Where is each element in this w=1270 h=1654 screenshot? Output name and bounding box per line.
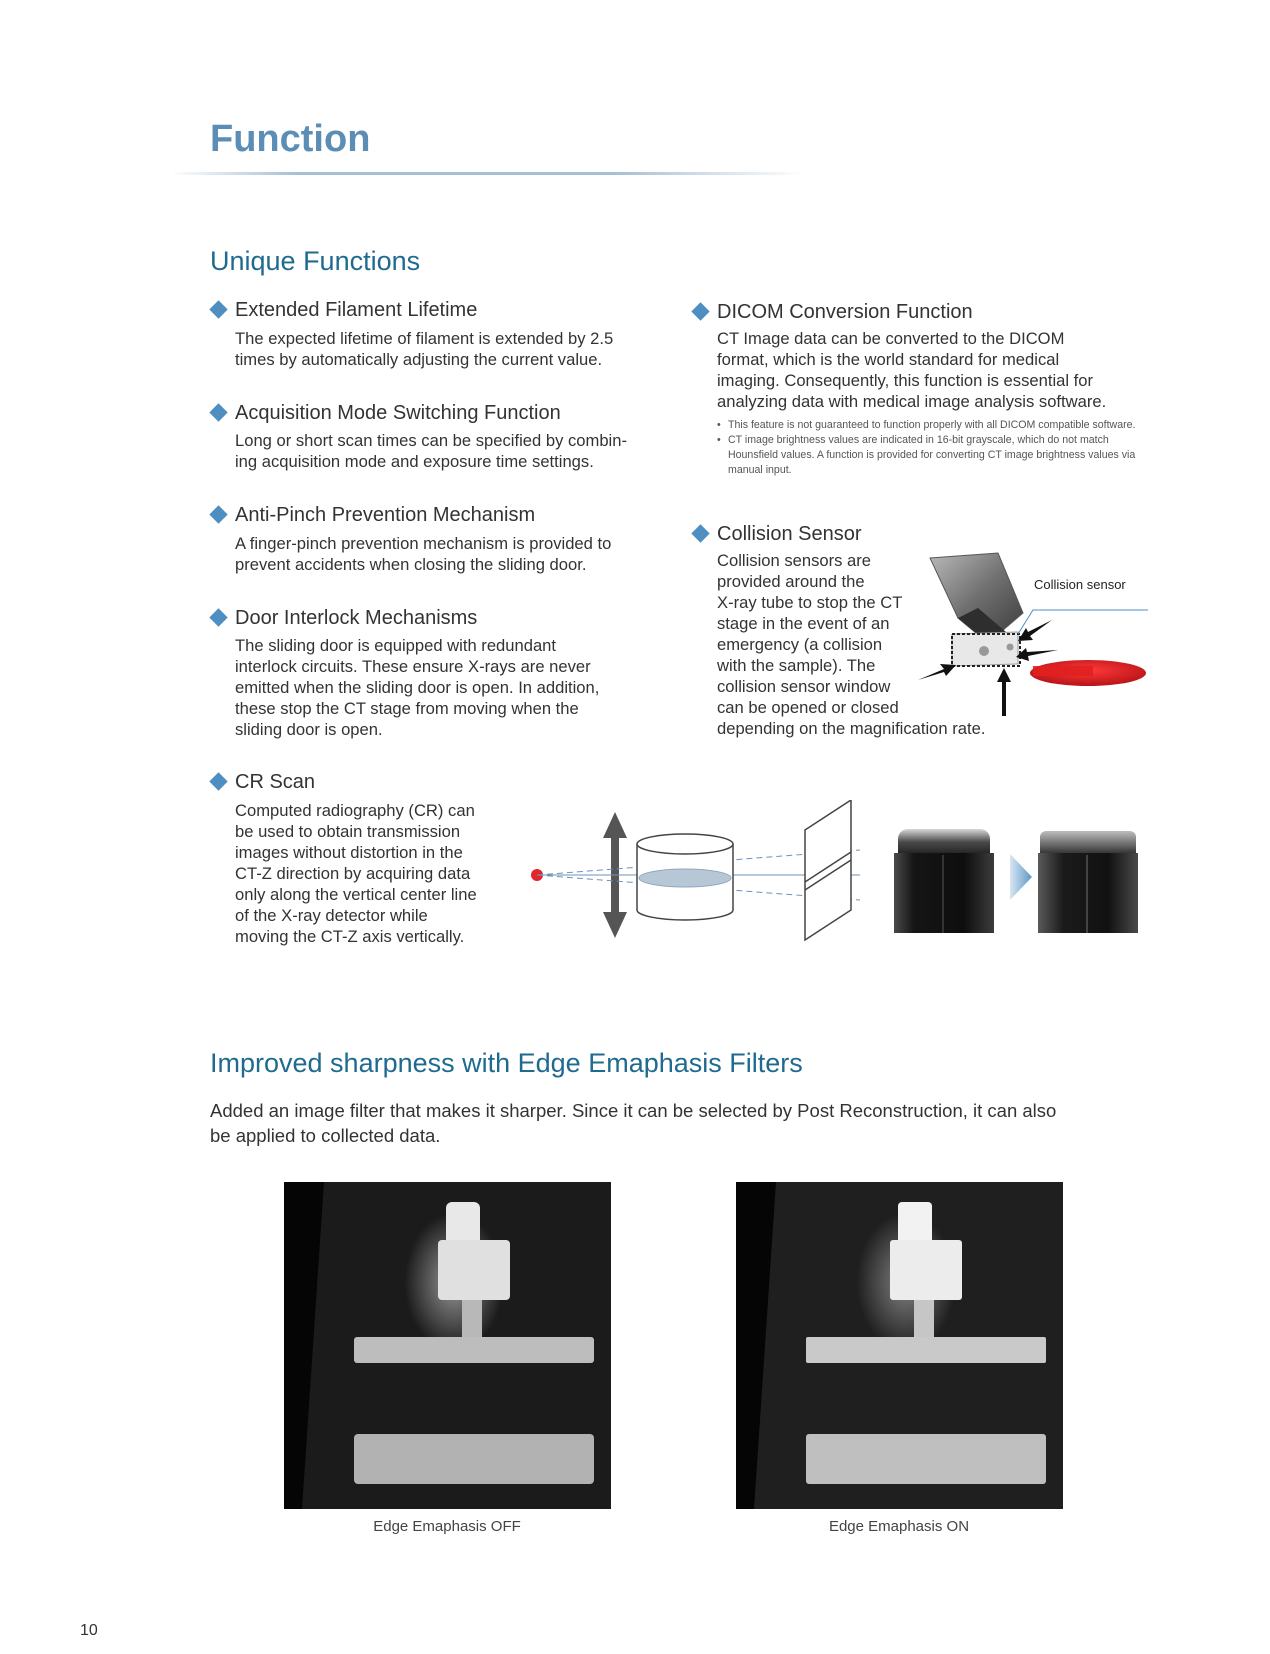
section-title-unique-functions: Unique Functions — [210, 246, 421, 276]
text-line: moving the CT-Z axis vertically. — [235, 927, 465, 946]
feature-body-anti-pinch — [235, 533, 655, 575]
text-line: prevent accidents when closing the sliding door. — [235, 555, 587, 574]
text-line: imaging. Consequently, this function is essential for — [717, 371, 1094, 390]
cr-sample-image-after — [1038, 825, 1138, 933]
text-line: Long or short scan times can be specified by combin- — [235, 431, 627, 450]
feature-title-dicom — [692, 301, 973, 324]
text-line: depending on the magnification rate. — [717, 719, 986, 738]
ct-image-edge-on — [736, 1182, 1063, 1509]
text-line: be applied to collected data. — [210, 1125, 441, 1146]
diamond-bullet-icon — [209, 505, 227, 523]
bar-top — [354, 1337, 594, 1363]
dicom-notes — [717, 418, 1142, 478]
text-line: sliding door is open. — [235, 720, 383, 739]
text-line: The expected lifetime of filament is extended by 2.5 — [235, 329, 614, 348]
scan-slice — [639, 869, 731, 887]
text-line: emitted when the sliding door is open. In addition, — [235, 678, 600, 697]
diamond-bullet-icon — [209, 772, 227, 790]
text-line: format, which is the world standard for medical — [717, 350, 1060, 369]
text-line: CT-Z direction by acquiring data — [235, 864, 471, 883]
text-line: times by automatically adjusting the current value. — [235, 350, 603, 369]
stem — [462, 1300, 482, 1340]
bar-bottom — [806, 1434, 1046, 1484]
text-line: X-ray tube to stop the CT — [717, 593, 903, 612]
feature-title-door-interlock — [210, 607, 477, 630]
arrow-right-lower-icon — [1016, 648, 1058, 661]
dark-wedge — [736, 1182, 776, 1509]
text-line: The sliding door is equipped with redundant — [235, 636, 557, 655]
feature-title-text: Door Interlock Mechanisms — [235, 607, 478, 629]
detector-panel — [805, 800, 851, 940]
text-line: images without distortion in the — [235, 843, 463, 862]
text-line: analyzing data with medical image analysis software. — [717, 392, 1107, 411]
text-line: be used to obtain transmission — [235, 822, 461, 841]
text-line: Added an image filter that makes it sharper. Since it can be selected by Post Reconstruction, it can also — [210, 1100, 1057, 1121]
feature-title-text: CR Scan — [235, 771, 316, 793]
diamond-bullet-icon — [209, 608, 227, 626]
diamond-bullet-icon — [209, 300, 227, 318]
connector-body — [890, 1240, 962, 1300]
sample-cylinder-top — [637, 834, 733, 854]
text-line: interlock circuits. These ensure X-rays are never — [235, 657, 591, 676]
diamond-bullet-icon — [209, 403, 227, 421]
collision-sensor-label: Collision sensor — [1034, 577, 1126, 592]
text-line: of the X-ray detector while — [235, 906, 428, 925]
page-number: 10 — [80, 1622, 98, 1639]
arrow-left-icon — [918, 664, 956, 680]
dicom-note: • This feature is not guaranteed to function properly with all DICOM compatible software. — [717, 418, 1142, 433]
sensor-lens — [1007, 644, 1014, 651]
bottle-cap — [1040, 831, 1136, 855]
sample-highlight — [1033, 666, 1093, 676]
feature-body-dicom — [717, 328, 1157, 412]
feature-title-text: Collision Sensor — [717, 523, 862, 545]
text-line: only along the vertical center line — [235, 885, 477, 904]
dark-wedge — [284, 1182, 324, 1509]
cr-scan-diagram — [525, 800, 865, 950]
feature-body-door-interlock — [235, 635, 655, 740]
diamond-bullet-icon — [691, 302, 709, 320]
bar-bottom — [354, 1434, 594, 1484]
text-line: with the sample). The — [717, 656, 876, 675]
text-line: stage in the event of an — [717, 614, 890, 633]
feature-title-text: Extended Filament Lifetime — [235, 299, 478, 321]
feature-title-text: Anti-Pinch Prevention Mechanism — [235, 504, 536, 526]
stem — [914, 1300, 934, 1340]
feature-title-collision-sensor — [692, 523, 862, 546]
bottle-cap — [898, 829, 990, 855]
text-line: ing acquisition mode and exposure time settings. — [235, 452, 594, 471]
text-line: Collision sensors are — [717, 551, 872, 570]
sensor-lens — [979, 646, 989, 656]
feature-body-acquisition — [235, 430, 655, 472]
text-line: Computed radiography (CR) can — [235, 801, 475, 820]
bottle-body — [1038, 853, 1138, 933]
text-line: can be opened or closed — [717, 698, 899, 717]
feature-body-cr-scan — [235, 800, 515, 947]
feature-title-cr-scan — [210, 771, 315, 794]
diamond-bullet-icon — [691, 524, 709, 542]
feature-title-filament — [210, 299, 477, 322]
page-title: Function — [210, 118, 371, 160]
arrow-right-icon — [1008, 852, 1034, 902]
text-line: CT Image data can be converted to the DICOM — [717, 329, 1065, 348]
arrow-right-icon — [1018, 620, 1052, 641]
title-underline — [170, 172, 805, 175]
feature-title-text: DICOM Conversion Function — [717, 301, 973, 323]
edge-emphasis-description — [210, 1098, 1170, 1148]
feature-body-filament — [235, 328, 655, 370]
bottle-body — [894, 853, 994, 933]
dicom-note: • CT image brightness values are indicated in 16-bit grayscale, which do not match Hounsfield values. A function is provided for converting CT image brightness values via manual input. — [717, 433, 1142, 478]
cr-sample-image-before — [894, 825, 994, 933]
caption-edge-on: Edge Emaphasis ON — [828, 1518, 970, 1535]
text-line: provided around the — [717, 572, 865, 591]
ct-image-edge-off — [284, 1182, 611, 1509]
text-line: collision sensor window — [717, 677, 891, 696]
text-line: these stop the CT stage from moving when the — [235, 699, 579, 718]
feature-title-anti-pinch — [210, 504, 535, 527]
collision-sensor-figure — [918, 548, 1148, 718]
feature-title-acquisition — [210, 402, 561, 425]
caption-edge-off: Edge Emaphasis OFF — [373, 1518, 521, 1535]
feature-title-text: Acquisition Mode Switching Function — [235, 402, 561, 424]
arrow-triangle — [1010, 854, 1032, 900]
bottle-seam — [1086, 855, 1088, 933]
section-title-edge-emphasis: Improved sharpness with Edge Emaphasis Filters — [210, 1048, 803, 1078]
bar-top — [806, 1337, 1046, 1363]
arrow-up-icon — [997, 668, 1011, 716]
text-line: emergency (a collision — [717, 635, 883, 654]
bottle-seam — [942, 855, 944, 933]
text-line: A finger-pinch prevention mechanism is provided to — [235, 534, 612, 553]
connector-body — [438, 1240, 510, 1300]
